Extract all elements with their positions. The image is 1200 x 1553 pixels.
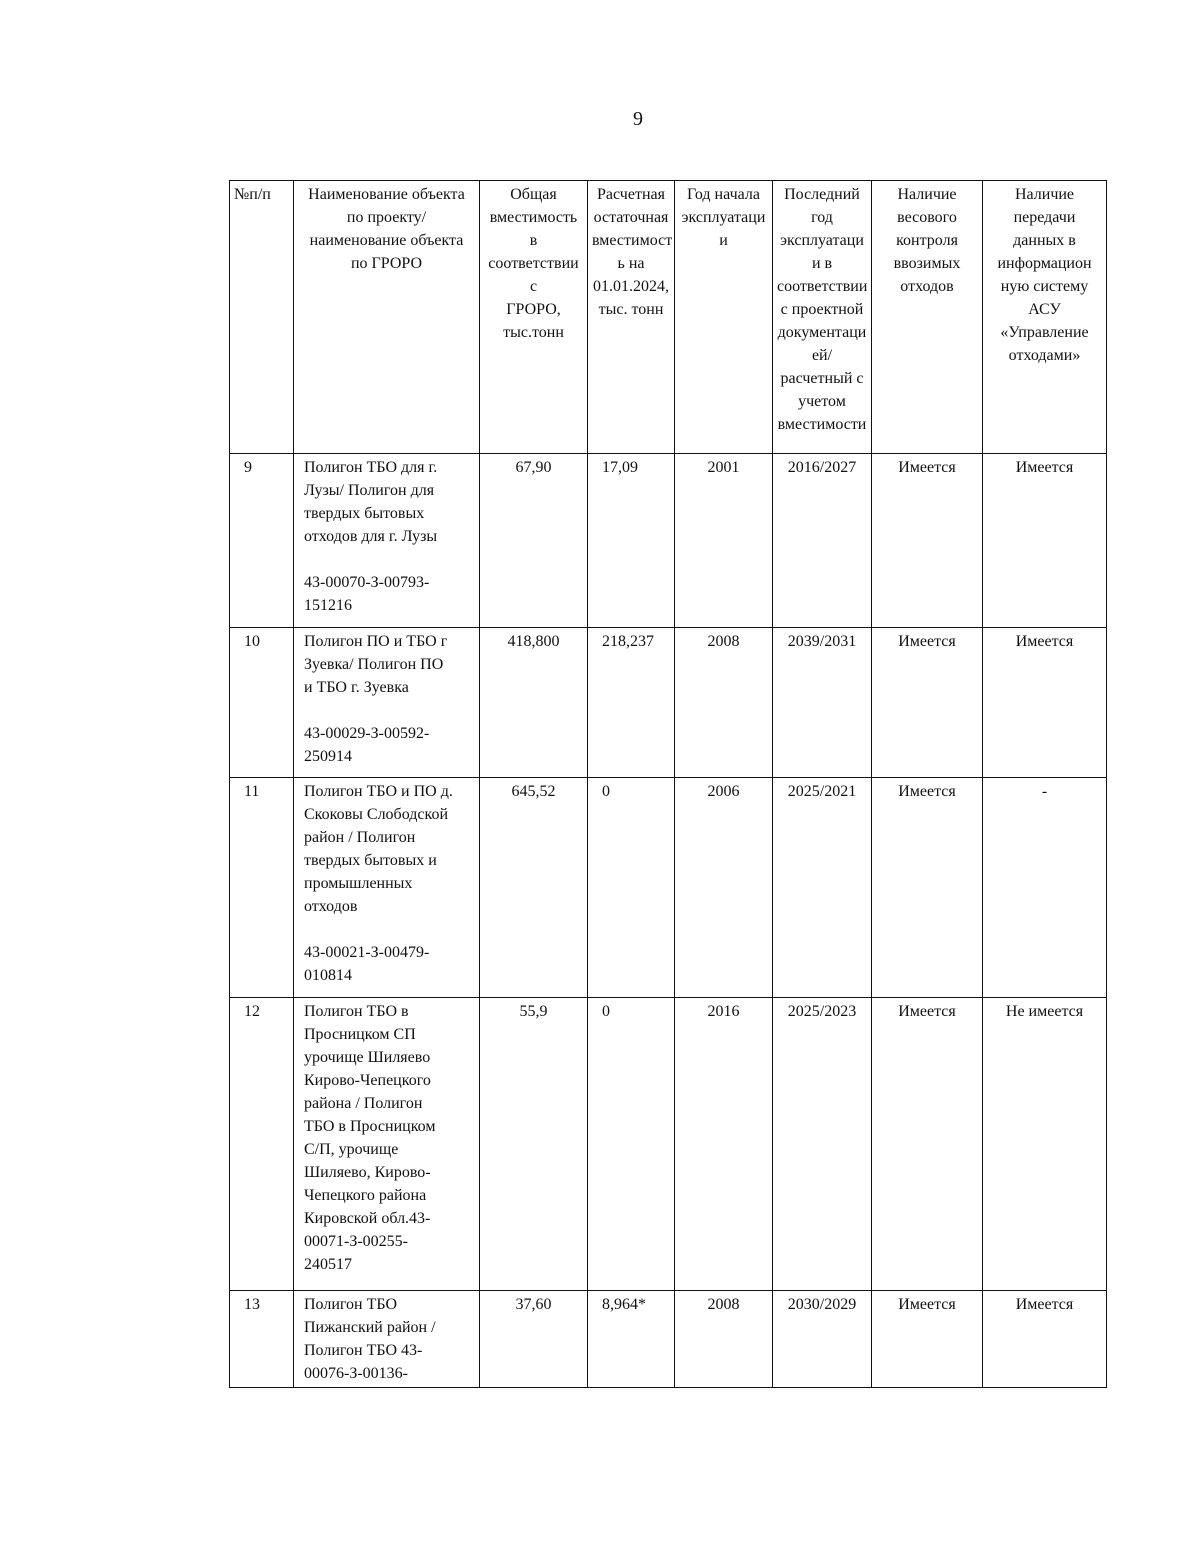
header-line: передачи: [1013, 209, 1076, 226]
table-row: [230, 778, 1107, 998]
header-line: отходами»: [1008, 347, 1081, 364]
header-line: вместимость в: [489, 209, 578, 249]
header-line: информацион: [997, 255, 1092, 272]
header-line: АСУ: [1028, 301, 1061, 318]
last-year: 2025/2023: [773, 998, 872, 1291]
object-name-line: твердых бытовых: [304, 505, 425, 522]
data-transfer: Имеется: [983, 628, 1107, 778]
header-data-transfer: [983, 181, 1107, 454]
header-total-capacity: [480, 181, 588, 454]
table-body: [230, 454, 1107, 1388]
page-number: 9: [633, 108, 643, 130]
object-name-cell: [294, 454, 480, 628]
header-line: тыс. тонн: [598, 301, 664, 318]
object-name-line: 00071-З-00255-: [304, 1233, 408, 1250]
table-row: [230, 454, 1107, 628]
header-line: по ГРОРО: [350, 255, 423, 272]
object-name-line: Полигон ПО и ТБО г: [304, 633, 448, 650]
object-name-line: Полигон ТБО в: [304, 1003, 409, 1020]
header-line: ь на: [617, 255, 645, 272]
groro-code-line: 250914: [304, 748, 352, 765]
object-name-line: Кировской обл.43-: [304, 1210, 431, 1227]
row-number: 12: [230, 998, 294, 1291]
start-year: 2016: [675, 998, 773, 1291]
object-name-line: урочище Шиляево: [304, 1049, 431, 1066]
remaining-capacity: 0: [588, 998, 675, 1291]
total-capacity: 55,9: [480, 998, 588, 1291]
object-name-line: Полигон ТБО 43-: [304, 1342, 423, 1359]
header-last-year: [773, 181, 872, 454]
object-name-line: Полигон ТБО и ПО д.: [304, 783, 453, 800]
header-line: документаци: [777, 324, 867, 341]
total-capacity: 645,52: [480, 778, 588, 998]
data-transfer: -: [983, 778, 1107, 998]
object-name-cell: [294, 778, 480, 998]
header-line: вместимости: [777, 416, 867, 433]
object-name-line: Кирово-Чепецкого: [304, 1072, 431, 1089]
landfill-table: [229, 180, 1107, 1388]
object-name-line: Пижанский район /: [304, 1319, 436, 1336]
start-year: 2006: [675, 778, 773, 998]
object-name-line: Лузы/ Полигон для: [304, 482, 435, 499]
table-row: [230, 628, 1107, 778]
data-transfer: Не имеется: [983, 998, 1107, 1291]
weight-control: Имеется: [872, 628, 983, 778]
object-name-line: отходов для г. Лузы: [304, 528, 438, 545]
last-year: 2039/2031: [773, 628, 872, 778]
header-line: данных в: [1013, 232, 1076, 249]
header-line: ГРОРО,: [506, 301, 561, 318]
header-line: учетом: [798, 393, 846, 410]
remaining-capacity: 17,09: [588, 454, 675, 628]
remaining-capacity: 218,237: [588, 628, 675, 778]
object-name-cell: [294, 998, 480, 1291]
object-name-line: и ТБО г. Зуевка: [304, 679, 409, 696]
groro-code-line: 151216: [304, 597, 352, 614]
table-row: [230, 1291, 1107, 1388]
groro-code: [304, 571, 475, 617]
object-name-line: Зуевка/ Полигон ПО: [304, 656, 444, 673]
object-name-line: района / Полигон: [304, 1095, 423, 1112]
object-name-line: ТБО в Просницком: [304, 1118, 436, 1135]
header-line: ную систему: [1000, 278, 1089, 295]
object-name-line: район / Полигон: [304, 829, 416, 846]
header-weight-control: [872, 181, 983, 454]
header-line: вместимост: [592, 232, 673, 249]
header-line: отходов: [900, 278, 954, 295]
header-line: расчетный с: [780, 370, 864, 387]
groro-code: [304, 722, 475, 768]
header-line: остаточная: [593, 209, 669, 226]
header-line: эксплуатаци: [681, 209, 766, 226]
object-name-line: Полигон ТБО: [304, 1296, 398, 1313]
header-start-year: [675, 181, 773, 454]
remaining-capacity: 0: [588, 778, 675, 998]
last-year: 2016/2027: [773, 454, 872, 628]
remaining-capacity: 8,964*: [588, 1291, 675, 1388]
object-name-line: Полигон ТБО для г.: [304, 459, 438, 476]
header-line: эксплуатаци: [780, 232, 864, 249]
last-year: 2030/2029: [773, 1291, 872, 1388]
header-number: [230, 181, 294, 454]
total-capacity: 37,60: [480, 1291, 588, 1388]
header-line: тыс.тонн: [503, 324, 564, 341]
row-number: 9: [230, 454, 294, 628]
data-transfer: Имеется: [983, 1291, 1107, 1388]
weight-control: Имеется: [872, 454, 983, 628]
object-name-line: промышленных: [304, 875, 413, 892]
object-name-line: С/П, урочище: [304, 1141, 399, 1158]
header-line: Общая: [510, 186, 557, 203]
object-name-line: отходов: [304, 898, 358, 915]
groro-code: [304, 941, 475, 987]
header-line: Год начала: [687, 186, 760, 203]
header-line: весового: [897, 209, 957, 226]
header-line: соответствии с: [488, 255, 579, 295]
total-capacity: 67,90: [480, 454, 588, 628]
object-name-line: Просницком СП: [304, 1026, 416, 1043]
table-row: [230, 998, 1107, 1291]
object-name-line: Чепецкого района: [304, 1187, 427, 1204]
row-number: 13: [230, 1291, 294, 1388]
header-line: наименование объекта: [309, 232, 464, 249]
header-line: с проектной: [780, 301, 864, 318]
weight-control: Имеется: [872, 1291, 983, 1388]
header-line: Наличие: [897, 186, 957, 203]
start-year: 2008: [675, 628, 773, 778]
last-year: 2025/2021: [773, 778, 872, 998]
object-name-line: Шиляево, Кирово-: [304, 1164, 431, 1181]
table-header-row: [230, 181, 1107, 454]
header-line: соответствии: [777, 278, 868, 295]
object-name-line: твердых бытовых и: [304, 852, 437, 869]
header-line: Наименование объекта: [308, 186, 465, 203]
header-line: №п/п: [234, 186, 271, 203]
object-name-line: 240517: [304, 1256, 352, 1273]
groro-code-line: 43-00029-З-00592-: [304, 725, 430, 742]
header-line: год: [811, 209, 833, 226]
row-number: 11: [230, 778, 294, 998]
object-name-cell: [294, 1291, 480, 1388]
weight-control: Имеется: [872, 778, 983, 998]
total-capacity: 418,800: [480, 628, 588, 778]
groro-code-line: 43-00021-З-00479-: [304, 944, 430, 961]
header-line: «Управление: [1000, 324, 1089, 341]
object-name-line: 00076-З-00136-: [304, 1365, 408, 1382]
row-number: 10: [230, 628, 294, 778]
header-object-name: [294, 181, 480, 454]
object-name-cell: [294, 628, 480, 778]
header-line: Последний: [784, 186, 860, 203]
header-line: по проекту/: [346, 209, 427, 226]
header-remaining-capacity: [588, 181, 675, 454]
start-year: 2008: [675, 1291, 773, 1388]
header-line: и: [719, 232, 728, 249]
header-line: и в: [811, 255, 833, 272]
header-line: ввозимых: [893, 255, 961, 272]
object-name-line: Скоковы Слободской: [304, 806, 448, 823]
groro-code-line: 010814: [304, 967, 352, 984]
header-line: Расчетная: [597, 186, 665, 203]
start-year: 2001: [675, 454, 773, 628]
data-transfer: Имеется: [983, 454, 1107, 628]
header-line: Наличие: [1014, 186, 1075, 203]
weight-control: Имеется: [872, 998, 983, 1291]
groro-code-line: 43-00070-З-00793-: [304, 574, 430, 591]
header-line: 01.01.2024,: [593, 278, 669, 295]
header-line: ей/: [811, 347, 833, 364]
header-line: контроля: [896, 232, 958, 249]
